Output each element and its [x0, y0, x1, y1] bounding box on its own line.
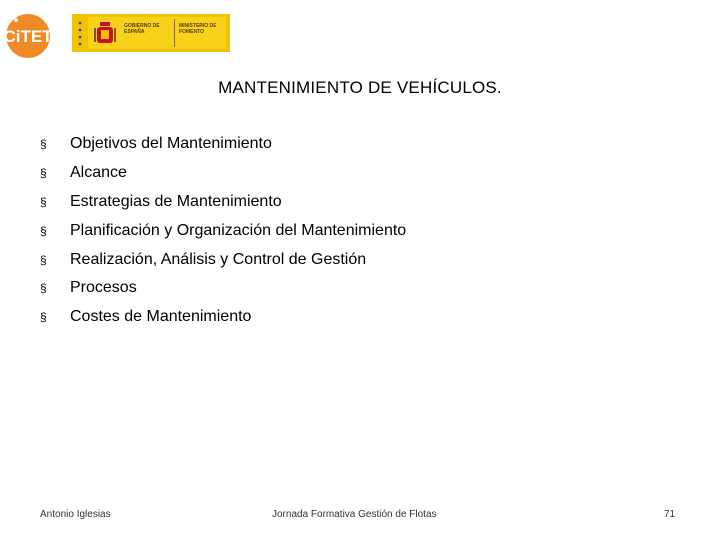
government-text: GOBIERNO DE ESPAÑA — [124, 23, 160, 35]
bullet-text: Costes de Mantenimiento — [70, 308, 252, 326]
slide-title: MANTENIMIENTO DE VEHÍCULOS. — [218, 78, 502, 97]
coat-of-arms-icon — [92, 19, 118, 47]
bullet-text: Planificación y Organización del Mantenimiento — [70, 221, 407, 239]
bullet-marker-icon: § — [40, 137, 47, 152]
bullet-item — [40, 188, 406, 217]
bullet-item — [40, 216, 406, 245]
citet-logo-text: CiTET — [4, 27, 53, 46]
bullet-item — [40, 159, 406, 188]
bullet-marker-icon: § — [40, 252, 47, 267]
bullet-item — [40, 303, 406, 332]
bullet-text: Objetivos del Mantenimiento — [70, 135, 272, 153]
bullet-text: Realización, Análisis y Control de Gestión — [70, 250, 367, 268]
bullet-marker-icon: § — [40, 166, 47, 181]
footer-author: Antonio Iglesias — [40, 509, 111, 520]
bullet-item — [40, 274, 406, 303]
government-logo — [72, 14, 230, 52]
footer-event: Jornada Formativa Gestión de Flotas — [272, 509, 437, 520]
bullet-text: Procesos — [70, 279, 137, 297]
ministry-text: MINISTERIO DE FOMENTO — [179, 23, 217, 35]
bullet-text: Alcance — [70, 164, 127, 182]
bullet-marker-icon: § — [40, 281, 47, 296]
footer-page-number: 71 — [664, 509, 676, 520]
bullet-item — [40, 130, 406, 159]
bullet-item — [40, 245, 406, 274]
bullet-text: Estrategias de Mantenimiento — [70, 192, 282, 210]
bullet-marker-icon: § — [40, 194, 47, 209]
bullet-list — [40, 130, 406, 332]
eu-stars-icon — [75, 18, 85, 48]
bullet-marker-icon: § — [40, 223, 47, 238]
bullet-marker-icon: § — [40, 310, 47, 325]
citet-logo — [4, 6, 60, 60]
